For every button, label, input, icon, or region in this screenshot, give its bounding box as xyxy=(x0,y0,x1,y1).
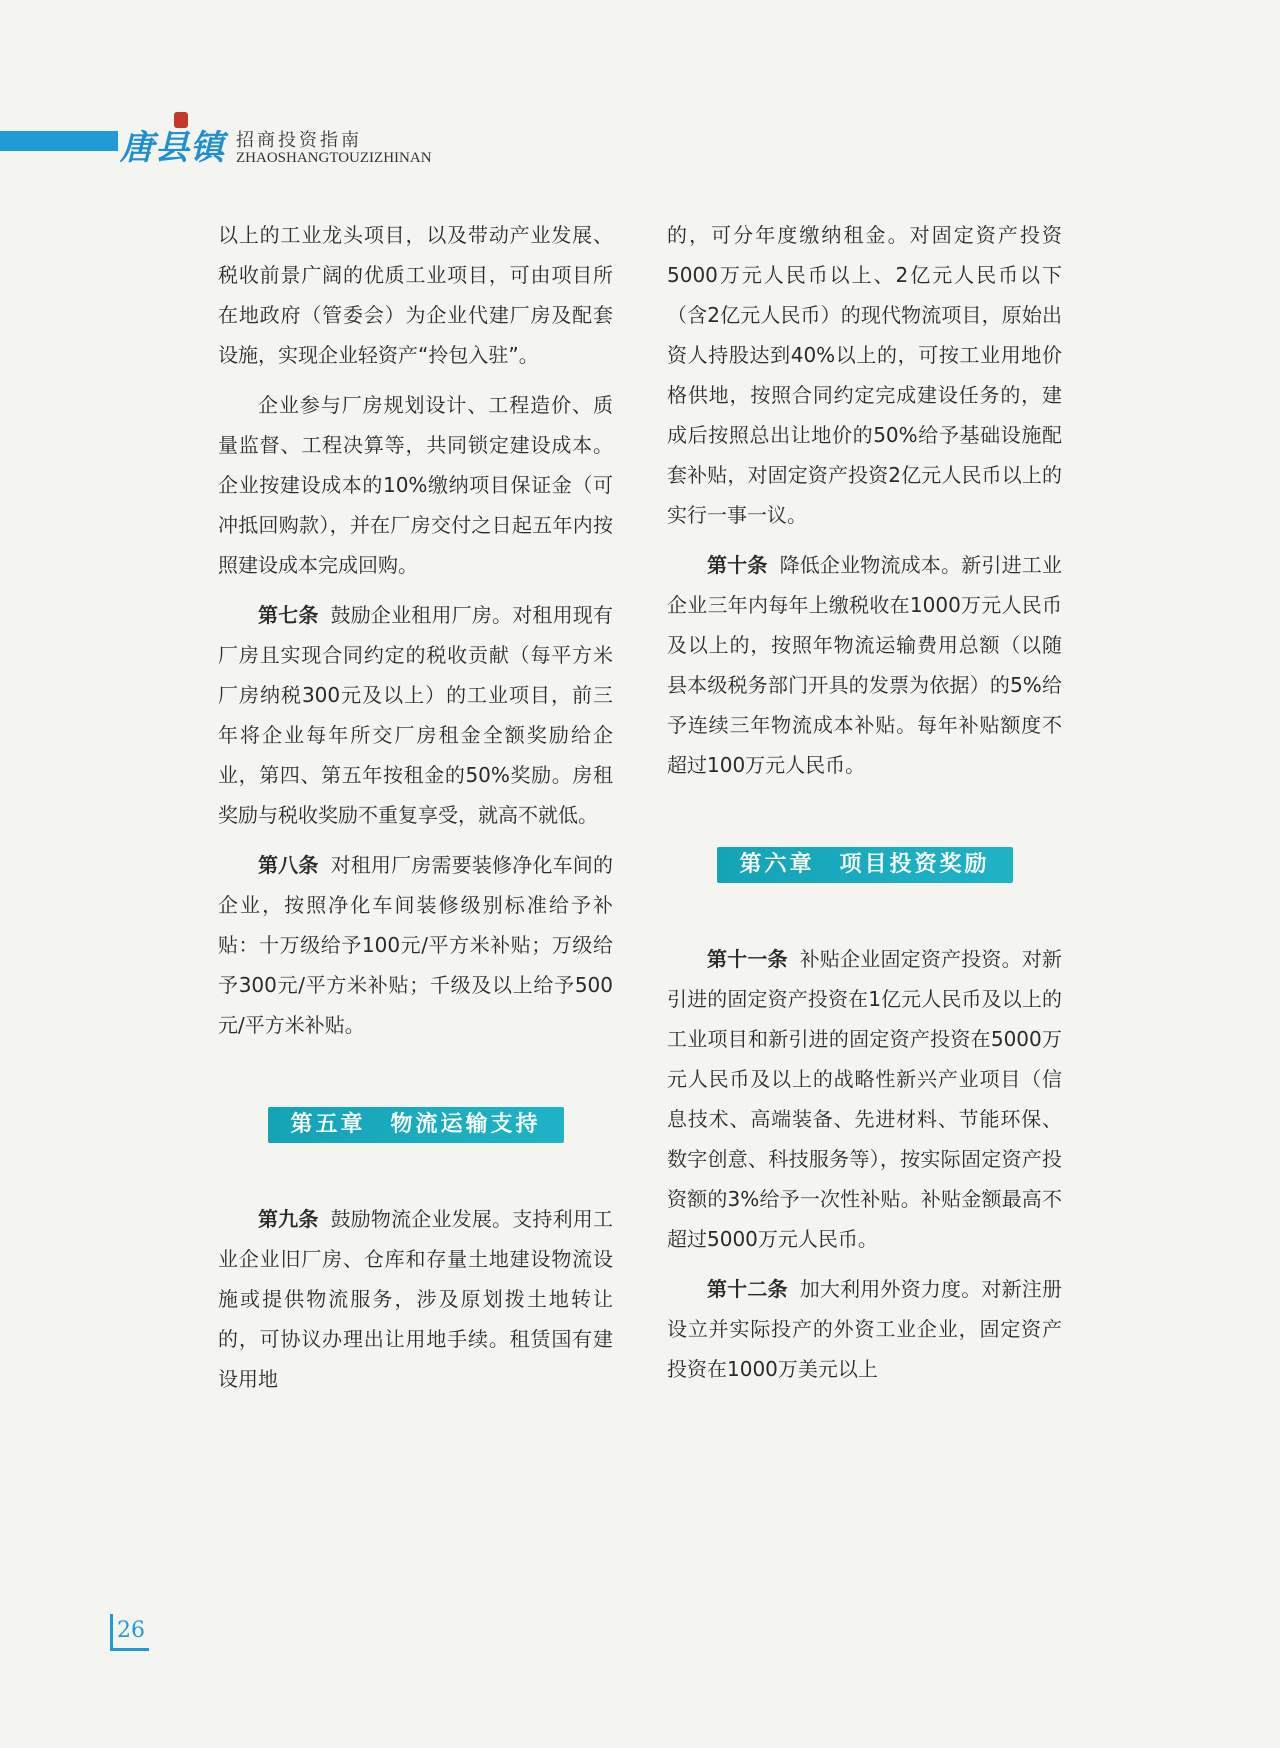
article-body: 补贴企业固定资产投资。对新引进的固定资产投资在1亿元人民币及以上的工业项目和新引进的固定资产投资在5000万元人民币及以上的战略性新兴产业项目（信息技术、高端装备、先进材料、节能环保、数字创意、科技服务等），按实际固定资产投资额的3%给予一次性补贴。补贴金额最高不超过5000万元人民币。 xyxy=(667,947,1062,1251)
article-title: 第八条 xyxy=(258,853,319,877)
paragraph: 以上的工业龙头项目，以及带动产业发展、税收前景广阔的优质工业项目，可由项目所在地政府（管委会）为企业代建厂房及配套设施，实现企业轻资产“拎包入驻”。 xyxy=(218,223,613,367)
article-11 xyxy=(667,939,1062,1259)
brand-title: 唐县镇 xyxy=(120,128,225,168)
page-number: 26 xyxy=(110,1614,149,1651)
article-12 xyxy=(667,1269,1062,1389)
header-accent-bar xyxy=(0,131,118,151)
article-body: 鼓励物流企业发展。支持利用工业企业旧厂房、仓库和存量土地建设物流设施或提供物流服务，涉及原划拨土地转让的，可协议办理出让用地手续。租赁国有建设用地 xyxy=(218,1207,613,1391)
article-body: 鼓励企业租用厂房。对租用现有厂房且实现合同约定的税收贡献（每平方米厂房纳税300元及以上）的工业项目，前三年将企业每年所交厂房租金全额奖励给企业，第四、第五年按租金的50%奖励。房租奖励与税收奖励不重复享受，就高不就低。 xyxy=(218,603,613,827)
article-10 xyxy=(667,545,1062,785)
article-title: 第十一条 xyxy=(707,947,788,971)
chapter-5-heading: 第五章 物流运输支持 xyxy=(268,1107,564,1143)
article-8 xyxy=(218,845,613,1045)
article-body: 降低企业物流成本。新引进工业企业三年内每年上缴税收在1000万元人民币及以上的，按照年物流运输费用总额（以随县本级税务部门开具的发票为依据）的5%给予连续三年物流成本补贴。每年补贴额度不超过100万元人民币。 xyxy=(667,553,1062,777)
article-title: 第七条 xyxy=(258,603,319,627)
left-column xyxy=(218,215,613,1409)
brand-pinyin: ZHAOSHANGTOUZIZHINAN xyxy=(236,150,432,166)
article-9 xyxy=(218,1199,613,1399)
article-title: 第十条 xyxy=(707,553,768,577)
right-column xyxy=(667,215,1062,1399)
chapter-6-heading: 第六章 项目投资奖励 xyxy=(717,847,1013,883)
publication-logo xyxy=(120,110,440,174)
article-body: 加大利用外资力度。对新注册设立并实际投产的外资工业企业，固定资产投资在1000万美元以上 xyxy=(667,1277,1062,1381)
article-body: 对租用厂房需要装修净化车间的企业，按照净化车间装修级别标准给予补贴：十万级给予100元/平方米补贴；万级给予300元/平方米补贴；千级及以上给予500元/平方米补贴。 xyxy=(218,853,613,1037)
brand-subtitle: 招商投资指南 xyxy=(236,130,362,151)
paragraph: 的，可分年度缴纳租金。对固定资产投资5000万元人民币以上、2亿元人民币以下（含2亿元人民币）的现代物流项目，原始出资人持股达到40%以上的，可按工业用地价格供地，按照合同约定完成建设任务的，建成后按照总出让地价的50%给予基础设施配套补贴，对固定资产投资2亿元人民币以上的实行一事一议。 xyxy=(667,223,1062,527)
article-title: 第十二条 xyxy=(707,1277,788,1301)
article-title: 第九条 xyxy=(258,1207,319,1231)
article-7 xyxy=(218,595,613,835)
paragraph: 企业参与厂房规划设计、工程造价、质量监督、工程决算等，共同锁定建设成本。企业按建设成本的10%缴纳项目保证金（可冲抵回购款），并在厂房交付之日起五年内按照建设成本完成回购。 xyxy=(218,393,613,577)
